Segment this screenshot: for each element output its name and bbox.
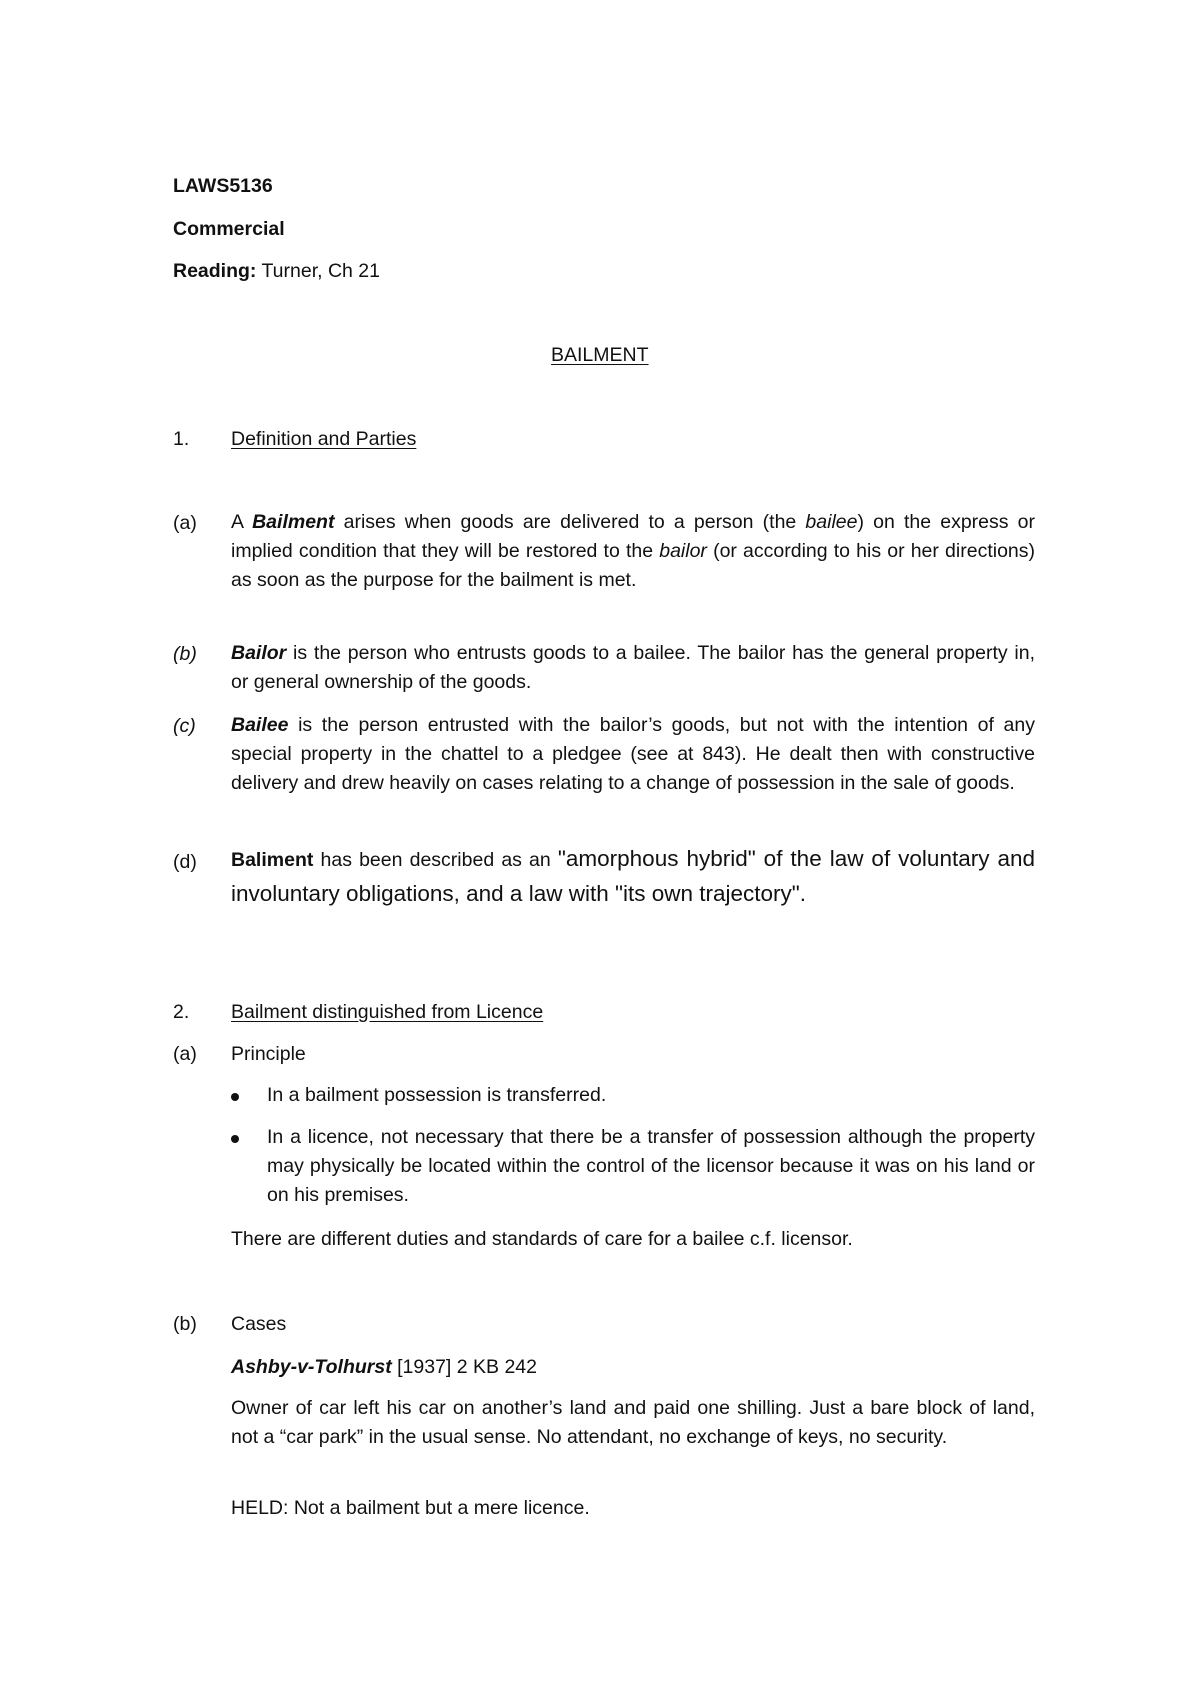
section-heading: Bailment distinguished from Licence <box>231 1001 544 1023</box>
baliment-paragraph: Baliment has been described as an "amorphous hybrid" of the law of voluntary and involuntary obligations, and a law with "its own trajectory". <box>231 846 1035 906</box>
section-number: 2. <box>173 1001 190 1023</box>
case-citation: Ashby-v-Tolhurst [1937] 2 KB 242 <box>231 1356 537 1378</box>
item-label: (a) <box>173 512 197 534</box>
item-label: (d) <box>173 851 197 873</box>
item-label: (b) <box>173 1313 197 1335</box>
bailee-paragraph: Bailee is the person entrusted with the bailor’s goods, but not with the intention of any special property in the chattel to a pledgee (see at 843). He dealt then with constructive delivery and drew heavily on cases relating to a change of possession in the sale of goods. <box>231 714 1035 794</box>
case-facts: Owner of car left his car on another’s land and paid one shilling. Just a bare block of land, not a “car park” in the usual sense. No attendant, no exchange of keys, no security. <box>231 1397 1035 1448</box>
item-label: (a) <box>173 1043 197 1065</box>
case-held: HELD: Not a bailment but a mere licence. <box>231 1497 590 1519</box>
reading-label: Reading: <box>173 260 257 282</box>
reading-value: Turner, Ch 21 <box>256 260 380 282</box>
bullet-icon <box>231 1135 239 1143</box>
subject-name: Commercial <box>173 218 285 240</box>
subheading: Principle <box>231 1043 306 1065</box>
term-baliment: Baliment <box>231 849 314 871</box>
definition-paragraph: A Bailment arises when goods are delivered to a person (the bailee) on the express or implied condition that they will be restored to the bailor (or according to his or her directions) as soon as the purpose for the bailment is met. <box>231 511 1035 591</box>
bullet-item: In a bailment possession is transferred. <box>267 1084 607 1106</box>
section-number: 1. <box>173 428 190 450</box>
term-bailee: Bailee <box>231 714 289 736</box>
course-code: LAWS5136 <box>173 175 273 197</box>
item-label: (c) <box>173 715 196 737</box>
term-bailor: Bailor <box>231 642 287 664</box>
bullet-item: In a licence, not necessary that there be a transfer of possession although the property may physically be located within the control of the licensor because it was on his land or on his premises. <box>267 1126 1035 1206</box>
case-name: Ashby-v-Tolhurst <box>231 1356 392 1378</box>
subheading: Cases <box>231 1313 287 1335</box>
section-heading: Definition and Parties <box>231 428 417 450</box>
reading-line <box>173 260 380 283</box>
term-bailment: Bailment <box>252 511 335 533</box>
document-title: BAILMENT <box>551 344 649 366</box>
item-label: (b) <box>173 643 197 665</box>
note-paragraph: There are different duties and standards of care for a bailee c.f. licensor. <box>231 1228 853 1250</box>
bullet-icon <box>231 1093 239 1101</box>
bailor-paragraph: Bailor is the person who entrusts goods to a bailee. The bailor has the general property in, or general ownership of the goods. <box>231 642 1035 693</box>
